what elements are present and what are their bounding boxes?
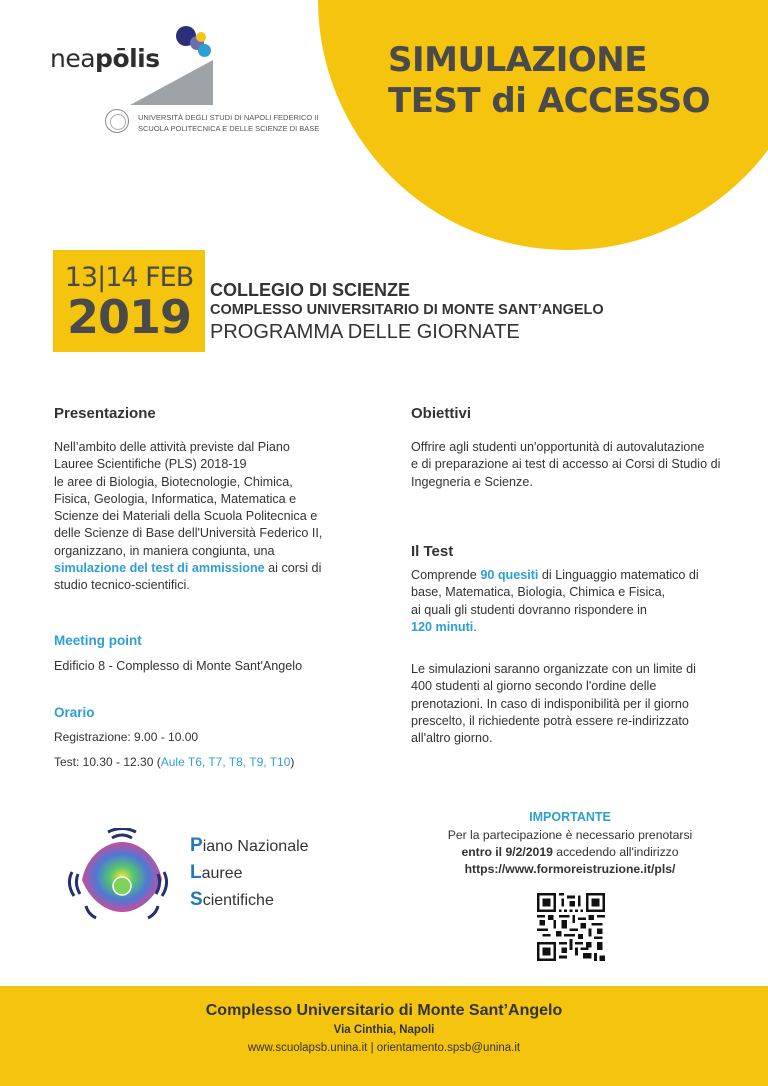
date-box (53, 250, 205, 352)
pls-logo-icon (66, 828, 178, 924)
university-name: UNIVERSITÀ DEGLI STUDI DI NAPOLI FEDERICO II SCUOLA POLITECNICA E DELLE SCIENZE DI BASE (138, 113, 320, 133)
highlight-minuti: 120 minuti (411, 619, 474, 634)
title-line-2: TEST di ACCESSO (388, 81, 711, 121)
footer-contacts[interactable]: www.scuolapsb.unina.it | orientamento.spsb@unina.it (247, 1042, 521, 1054)
pls-line-scientifiche: Scientifiche (190, 889, 274, 910)
logo-dot-yellow (196, 32, 206, 42)
logo-dot-blue (198, 44, 211, 57)
presentazione-text: Nell’ambito delle attività previste dal Piano Lauree Scientifiche (PLS) 2018-19 le aree di Biologia, Biotecnologie, Chimica, Fisica, Geologia, Informatica, Matematica e Scienze dei Materiali della Scuola Politecnica e delle Scienze di Base dell'Università Federico II, organizzano, in maniera congiunta, una simulazione del test di ammissione ai corsi di studio tecnico-scientifici. (54, 440, 323, 593)
footer-title: Complesso Universitario di Monte Sant’Angelo (205, 1002, 563, 1019)
qr-code-icon[interactable] (537, 893, 605, 961)
il-test-note: Le simulazioni saranno organizzate con un limite di 400 studenti al giorno secondo l'ordine delle prenotazioni. In caso di indisponibilità per il giorno prescelto, il richiedente potrà essere re-indirizzato all'altro giorno. (411, 662, 696, 746)
neapolis-logo: neapōlis (50, 44, 160, 73)
importante-line-1: Per la partecipazione è necessario prenotarsi (447, 828, 693, 842)
registration-link[interactable]: https://www.formoreistruzione.it/pls/ (464, 862, 676, 876)
orario-test: Test: 10.30 - 12.30 (Aule T6, T7, T8, T9, T10) (54, 755, 295, 769)
presentazione-heading: Presentazione (54, 405, 156, 422)
aule-list: Aule T6, T7, T8, T9, T10 (160, 755, 291, 769)
importante-title: IMPORTANTE (529, 810, 611, 824)
programma-heading: PROGRAMMA DELLE GIORNATE (210, 321, 520, 343)
obiettivi-text: Offrire agli studenti un'opportunità di autovalutazione e di preparazione ai test di accesso ai Corsi di Studio di Ingegneria e Scienze. (411, 440, 721, 489)
venue-name: COMPLESSO UNIVERSITARIO DI MONTE SANT’ANGELO (210, 302, 604, 318)
highlight-simulazione: simulazione del test di ammissione (54, 561, 265, 576)
il-test-heading: Il Test (411, 543, 454, 560)
importante-line-2: entro il 9/2/2019 accedendo all'indirizzo (461, 845, 679, 859)
obiettivi-heading: Obiettivi (411, 405, 472, 422)
title-line-1: SIMULAZIONE (388, 40, 647, 80)
event-days: 13|14 FEB (64, 262, 194, 293)
orario-heading: Orario (54, 705, 95, 720)
pls-line-lauree: Lauree (190, 862, 243, 883)
il-test-text: Comprende 90 quesiti di Linguaggio matematico di base, Matematica, Biologia, Chimica e Fisica, ai quali gli studenti dovranno rispondere in 120 minuti. (411, 568, 699, 634)
header-yellow-circle (318, 0, 768, 250)
meeting-point-text: Edificio 8 - Complesso di Monte Sant'Angelo (54, 659, 303, 673)
page-title (388, 40, 710, 122)
college-name: COLLEGIO DI SCIENZE (210, 280, 411, 300)
footer-address: Via Cinthia, Napoli (333, 1024, 435, 1036)
university-seal-icon (105, 109, 129, 133)
pls-line-piano: Piano Nazionale (190, 835, 309, 856)
orario-registrazione: Registrazione: 9.00 - 10.00 (54, 730, 199, 744)
highlight-quesiti: 90 quesiti (480, 568, 539, 582)
meeting-point-heading: Meeting point (54, 633, 142, 648)
event-year: 2019 (66, 290, 192, 344)
footer (0, 986, 768, 1086)
